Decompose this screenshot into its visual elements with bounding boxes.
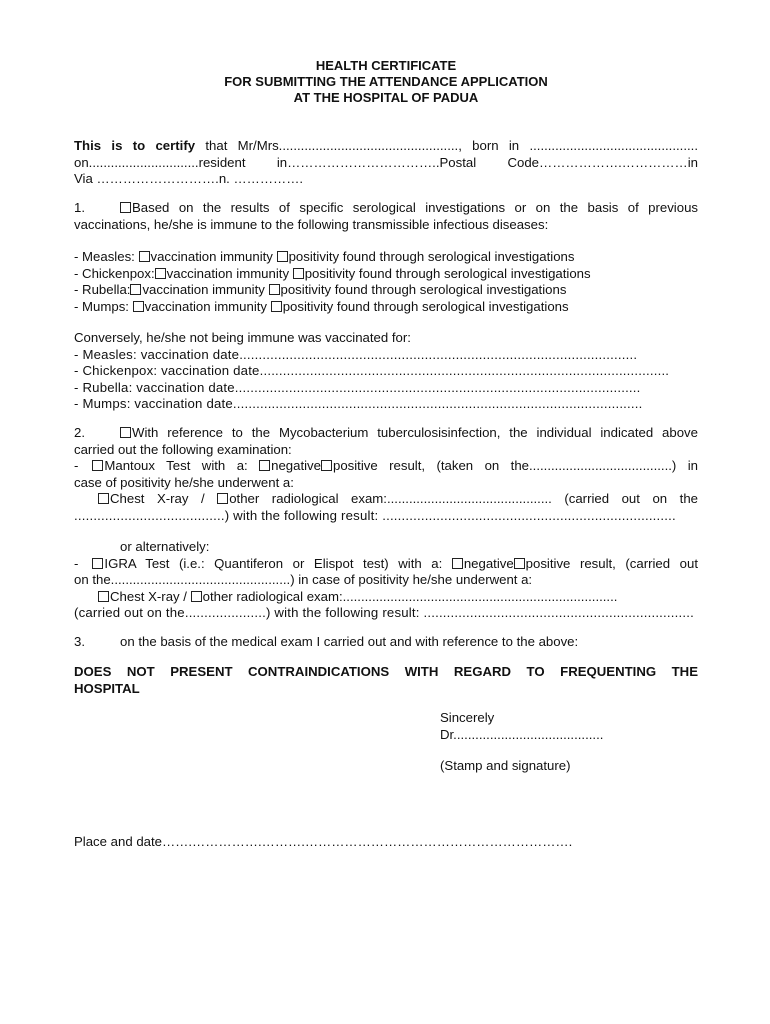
section-2 <box>74 425 698 622</box>
conclusion-line-1: DOES NOT PRESENT CONTRAINDICATIONS WITH REGARD TO FREQUENTING THE <box>74 664 698 679</box>
checkbox[interactable] <box>98 493 109 504</box>
conclusion <box>74 664 698 697</box>
chest2-line-2: (carried out on the.....................) with the following result: ...................................................................... <box>74 605 694 620</box>
certify-line-1: that Mr/Mrs................................................., born in .............................................. <box>195 138 698 153</box>
closing-block <box>440 710 603 775</box>
vaccination-date-rubella[interactable]: - Rubella: vaccination date......................................................................................................... <box>74 379 641 395</box>
igra-row: - IGRA Test (i.e.: Quantiferon or Elispot test) with a: negative positive result, (carried out <box>74 555 698 571</box>
certify-line-2: on..............................resident in……………………………..Postal Code……………….……………in <box>74 154 698 170</box>
vaccination-date-measles[interactable]: - Measles: vaccination date....................................................................................................... <box>74 346 638 362</box>
checkbox[interactable] <box>92 460 103 471</box>
checkbox[interactable] <box>452 558 463 569</box>
checkbox[interactable] <box>120 202 131 213</box>
section-2-intro-2: carried out the following examination: <box>74 441 292 457</box>
checkbox[interactable] <box>269 284 280 295</box>
checkbox[interactable] <box>259 460 270 471</box>
place-and-date-line[interactable]: Place and date…….…………….……….……………………………………………………. <box>74 834 573 849</box>
checkbox[interactable] <box>514 558 525 569</box>
title-line-1: HEALTH CERTIFICATE <box>315 58 457 73</box>
certify-block <box>74 138 698 188</box>
section-1 <box>74 200 698 413</box>
alternatively-text: or alternatively: <box>120 539 210 554</box>
mantoux-line-2: case of positivity he/she underwent a: <box>74 474 294 490</box>
chest-row: Chest X-ray / other radiological exam:............................................. (carried out on the <box>74 491 698 508</box>
checkbox[interactable] <box>155 268 166 279</box>
sincerely-text: Sincerely <box>440 710 495 725</box>
conversely-text: Conversely, he/she not being immune was vaccinated for: <box>74 330 411 345</box>
document-title <box>74 58 698 106</box>
checkbox[interactable] <box>217 493 228 504</box>
chest-line-2: .......................................) with the following result: ............................................................................ <box>74 507 676 523</box>
section-3-text: on the basis of the medical exam I carried out and with reference to the above: <box>120 634 579 649</box>
checkbox[interactable] <box>130 284 141 295</box>
stamp-signature-label: (Stamp and signature) <box>440 758 571 773</box>
checkbox[interactable] <box>293 268 304 279</box>
checkbox[interactable] <box>191 591 202 602</box>
disease-row-rubella: - Rubella: vaccination immunity positivity found through serological investigations <box>74 282 567 297</box>
title-line-3: AT THE HOSPITAL OF PADUA <box>293 90 479 105</box>
disease-row-measles: - Measles: vaccination immunity positivity found through serological investigations <box>74 249 575 264</box>
checkbox[interactable] <box>139 251 150 262</box>
igra-line-2: on the.................................................) in case of positivity he/she underwent a: <box>74 572 533 587</box>
checkbox[interactable] <box>271 301 282 312</box>
title-line-2: FOR SUBMITTING THE ATTENDANCE APPLICATION <box>224 74 548 89</box>
disease-row-mumps: - Mumps: vaccination immunity positivity found through serological investigations <box>74 298 569 314</box>
checkbox[interactable] <box>133 301 144 312</box>
checkbox[interactable] <box>92 558 103 569</box>
certify-line-3: Via ……………………….n. ……………. <box>74 171 304 186</box>
checkbox[interactable] <box>120 427 131 438</box>
section-1-intro-2: vaccinations, he/she is immune to the following transmissible infectious diseases: <box>74 216 549 232</box>
checkbox[interactable] <box>277 251 288 262</box>
section-3 <box>74 634 698 651</box>
mantoux-row: - Mantoux Test with a: negative positive result, (taken on the.......................................) in <box>74 458 698 473</box>
section-2-number: 2. <box>74 425 85 440</box>
checkbox[interactable] <box>321 460 332 471</box>
conclusion-line-2: HOSPITAL <box>74 680 140 696</box>
section-1-number: 1. <box>74 200 85 215</box>
section-3-number: 3. <box>74 634 85 649</box>
chest2-row: Chest X-ray / other radiological exam:........................................................................... <box>74 589 698 606</box>
section-1-intro-1: Based on the results of specific serological investigations or on the basis of previous <box>132 200 698 215</box>
checkbox[interactable] <box>98 591 109 602</box>
disease-row-chickenpox: - Chickenpox: vaccination immunity positivity found through serological investigations <box>74 265 591 281</box>
doctor-name-line[interactable]: Dr......................................... <box>440 726 604 742</box>
vaccination-date-chickenpox[interactable]: - Chickenpox: vaccination date.......................................................................................................... <box>74 363 670 378</box>
section-2-intro-1: With reference to the Mycobacterium tuberculosisinfection, the individual indicated above <box>132 425 698 440</box>
vaccination-date-mumps[interactable]: - Mumps: vaccination date.......................................................................................................... <box>74 396 643 411</box>
certify-lead: This is to certify <box>74 138 196 153</box>
place-date-block <box>74 834 698 851</box>
